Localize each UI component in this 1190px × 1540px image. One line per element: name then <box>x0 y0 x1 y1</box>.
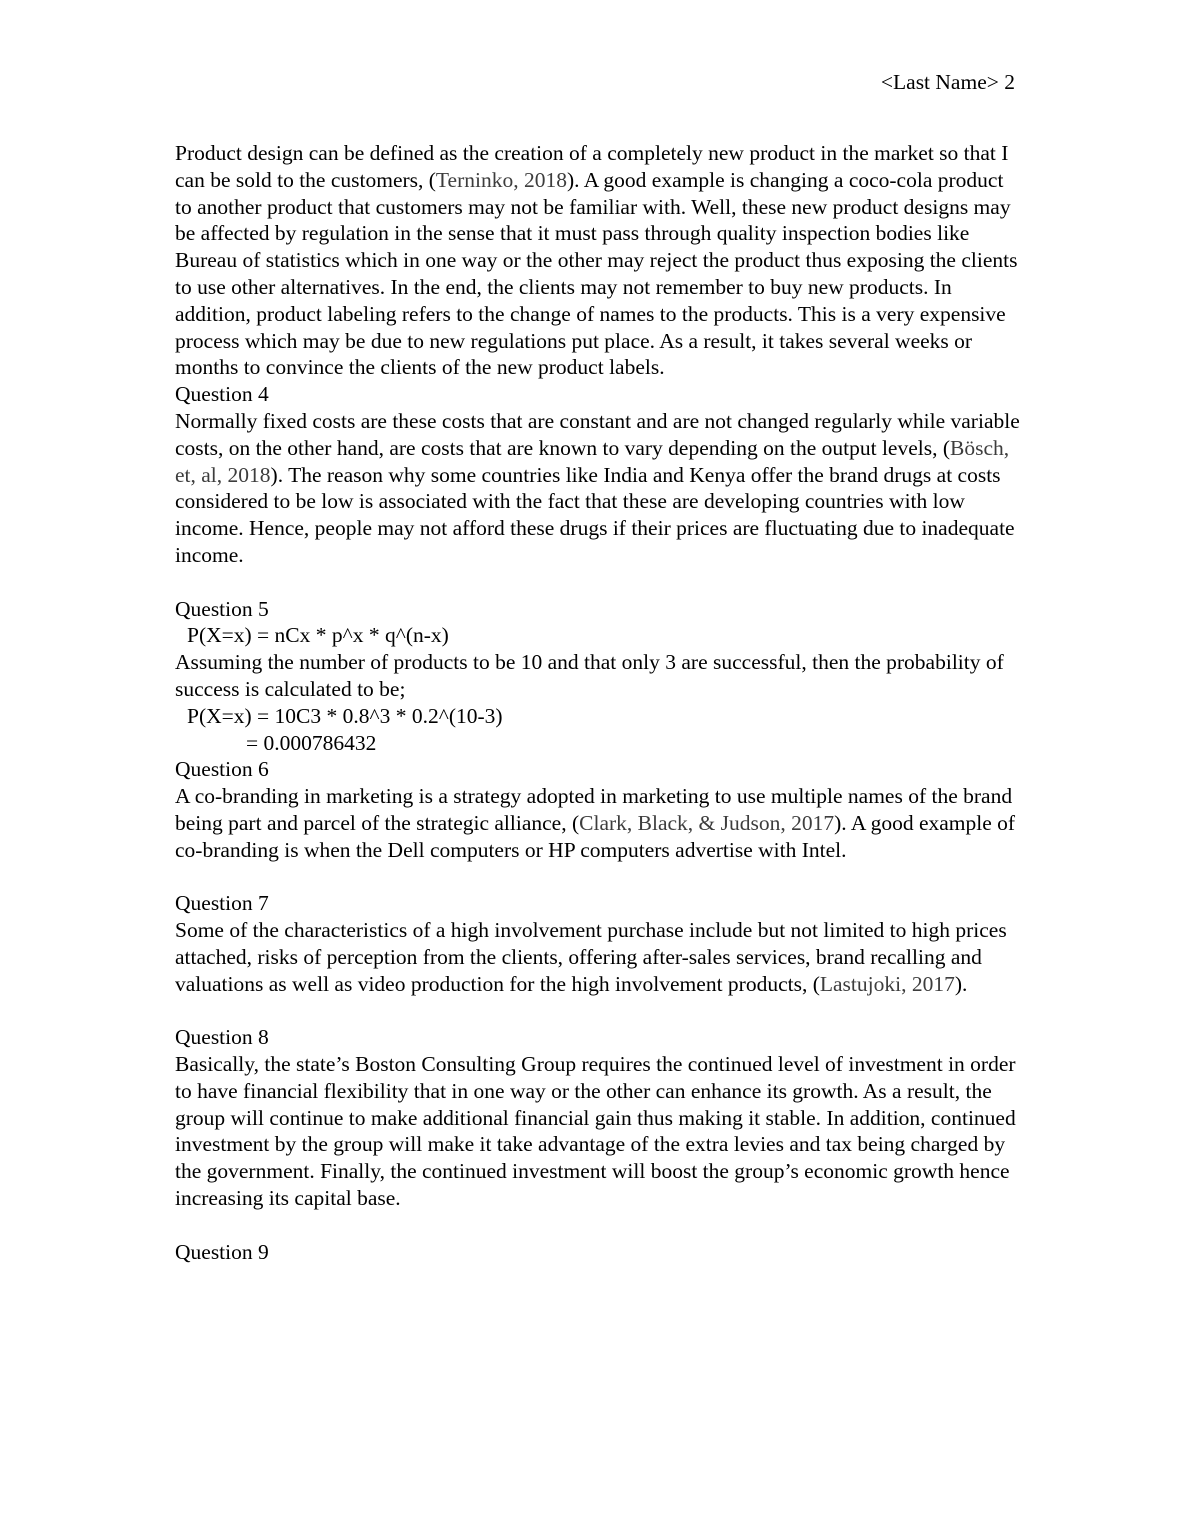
question-5-answer: Assuming the number of products to be 10 and that only 3 are successful, then the probability of success is calculated to be; <box>175 650 1004 701</box>
question-6-answer <box>175 783 1025 863</box>
question-7-answer <box>175 917 1025 997</box>
question-4-answer <box>175 408 1025 569</box>
binomial-calculation: P(X=x) = 10C3 * 0.8^3 * 0.2^(10-3) <box>187 703 503 728</box>
q6-text-start: A co-branding in marketing is a strategy adopted in marketing to use multiple names of the brand being part and parcel of the strategic alliance, ( <box>175 784 1013 835</box>
question-8-answer: Basically, the state’s Boston Consulting Group requires the continued level of investment in order to have financial flexibility that in one way or the other can enhance its growth. As a result, the group will continue to make additional financial gain thus making it stable. In addition, continued investment by the group will make it take advantage of the extra levies and tax being charged by the government. Finally, the continued investment will boost the group’s economic growth hence increasing its capital base. <box>175 1052 1016 1211</box>
question-4-heading: Question 4 <box>175 382 269 407</box>
citation-clark: Clark, Black, & Judson, 2017 <box>579 810 835 835</box>
blank-line <box>175 1212 1025 1239</box>
document-body <box>175 140 1025 1265</box>
question-5-heading: Question 5 <box>175 596 269 621</box>
blank-line <box>175 998 1025 1025</box>
question-9-heading: Question 9 <box>175 1239 269 1264</box>
citation-lastujoki: Lastujoki, 2017 <box>819 971 955 996</box>
intro-paragraph <box>175 140 1025 381</box>
binomial-result: = 0.000786432 <box>246 730 377 755</box>
question-8-heading: Question 8 <box>175 1025 269 1050</box>
intro-text-start: Product design can be defined as the creation of a completely new product in the market so that I can be sold to the customers, ( <box>175 141 1009 192</box>
question-7-heading: Question 7 <box>175 891 269 916</box>
citation-terninko: Terninko, 2018 <box>435 167 567 192</box>
blank-line <box>175 569 1025 596</box>
q7-text-end: ). <box>954 971 968 996</box>
question-6-heading: Question 6 <box>175 757 269 782</box>
q4-text-start: Normally fixed costs are these costs that are constant and are not changed regularly while variable costs, on the other hand, are costs that are known to vary depending on the output levels, ( <box>175 408 1020 460</box>
running-head: <Last Name> 2 <box>880 70 1015 94</box>
q7-text-start: Some of the characteristics of a high involvement purchase include but not limited to high prices attached, risks of perception from the clients, offering after-sales services, brand recalling and valuations as well as video production for the high involvement products, ( <box>175 918 1007 996</box>
blank-line <box>175 864 1025 891</box>
intro-text-end: ). A good example is changing a coco-cola product to another product that customers may not be familiar with. Well, these new product designs may be affected by regulation in the sense that it must pass through quality inspection bodies like Bureau of statistics which in one way or the other may reject the product thus exposing the clients to use other alternatives. In the end, the clients may not remember to buy new products. In addition, product labeling refers to the change of names to the products. This is a very expensive process which may be due to new regulations put place. As a result, it takes several weeks or months to convince the clients of the new product labels. <box>175 167 1018 380</box>
binomial-formula: P(X=x) = nCx * p^x * q^(n-x) <box>187 623 449 648</box>
q4-text-end: ). The reason why some countries like India and Kenya offer the brand drugs at costs considered to be low is associated with the fact that these are developing countries with low income. Hence, people may not afford these drugs if their prices are fluctuating due to inadequate income. <box>175 462 1015 567</box>
citation-bosch: Bösch, et, al, 2018 <box>175 435 1010 487</box>
q6-text-end: ). A good example of co-branding is when the Dell computers or HP computers advertise with Intel. <box>175 810 1016 862</box>
